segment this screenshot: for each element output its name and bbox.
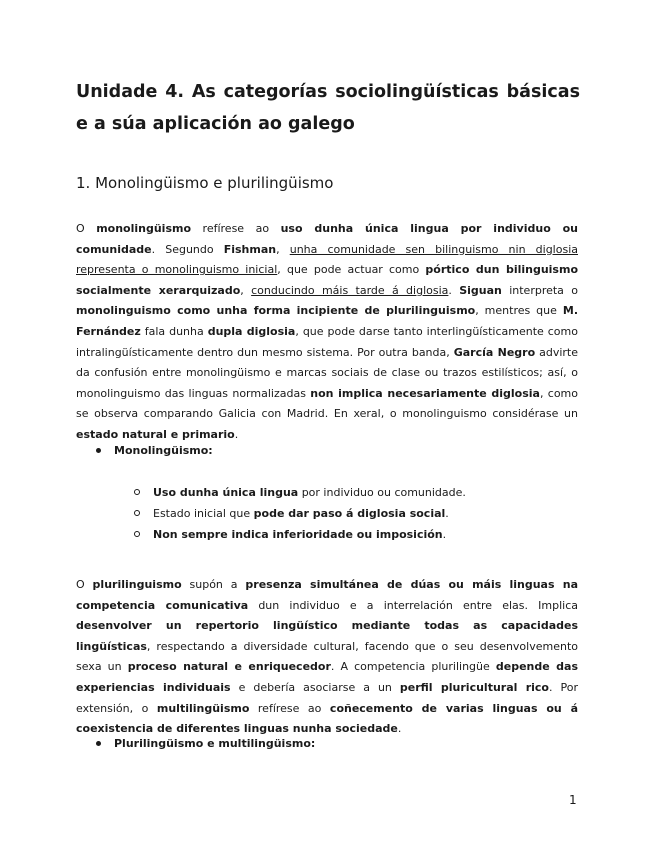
circle-bullet-icon [134,531,140,537]
text-run: . Por extensión, o [76,680,578,715]
bold-text: estado natural e primario [76,427,235,441]
list-item-text [153,528,446,541]
list-item [134,503,466,524]
text-run: refírese ao [191,222,281,235]
bold-text: uso dunha única lingua por individuo ou comunidade [76,222,579,256]
text-run: fala dunha [140,324,208,338]
bold-text: desenvolver un repertorio lingüístico mediante todas as capacidades lingüísticas [76,619,578,653]
circle-bullet-icon [134,489,140,495]
text-run: . [442,528,447,541]
bold-text: Fishman [223,242,277,256]
bold-text: Uso dunha única lingua [153,486,299,499]
text-run: , [276,242,290,256]
text-run: e debería asociarse a un [230,680,400,694]
text-run: , como se observa comparando Galicia con Madrid. En xeral, o monolinguismo considérase un [76,386,578,421]
bold-text: pórtico dun bilinguismo socialmente xerarquizado [76,263,579,297]
bold-text: proceso natural e enriquecedor [127,660,331,674]
text-run: interpreta o [501,283,578,297]
document-title: Unidade 4. As categorías sociolingüísticas básicas e a súa aplicación ao galego [76,82,580,134]
circle-bullet-icon [134,510,140,516]
text-run: , respectando a diversidade cultural, facendo que o seu desenvolvemento sexa un [76,639,578,674]
text-run: . [445,507,449,520]
bold-text: monolingüismo [96,222,192,235]
bold-text: Siguan [459,283,502,297]
bold-text: multilingüismo [156,701,250,715]
text-run: , que pode darse tanto interlingüísticamente como intralingüísticamente dentro dun mesmo sistema. Por outra banda, [76,324,578,359]
text-run: por individuo ou comunidade. [298,486,466,499]
underlined-text: unha comunidade sen bilinguismo nin diglosia representa o monolinguismo inicial [76,242,578,277]
bullet-monolinguismo [96,441,213,461]
text-run: . [448,283,460,297]
text-run: . A competencia plurilingüe [330,660,496,674]
bullet-plurilinguismo [96,734,315,754]
bold-text: perfil pluricultural rico [399,680,549,694]
bold-text: depende das experiencias individuais [76,660,578,694]
page-number: 1 [569,793,577,807]
text-run: O [76,222,97,235]
text-run: , mentres que [475,304,563,318]
bold-text: dupla diglosia [207,324,296,338]
list-item [134,482,466,503]
text-run: . [397,722,402,736]
bold-text: monolinguismo como unha forma incipiente de plurilinguismo [76,304,476,318]
text-run: dun individuo e a interrelación entre elas. Implica [248,598,578,612]
bold-text: plurilinguismo [92,578,182,591]
bold-text: coñecemento de varias linguas ou á coexistencia de diferentes linguas nunha sociedade [76,701,578,736]
section-heading: 1. Monolingüismo e plurilingüismo [76,174,334,192]
bold-text: pode dar paso á diglosia social [253,507,446,520]
bullet-dot-icon [96,741,101,746]
list-item-text [153,507,449,520]
paragraph-plurilinguismo [76,575,578,740]
bold-text: García Negro [453,345,536,359]
sub-bullet-list [134,482,466,545]
bold-text: presenza simultánea de dúas ou máis linguas na competencia comunicativa [76,578,578,612]
text-run: refírese ao [249,701,330,715]
text-run: . Segundo [151,242,224,256]
bold-text: Non sempre indica inferioridade ou imposición [153,528,443,541]
bullet-label: Monolingüismo: [114,444,213,457]
text-run: , [240,283,252,297]
bold-text: non implica necesariamente diglosia [310,386,540,400]
text-run: advirte da confusión entre monolingüismo e marcas sociais de clase ou trazos estilísticos; así, o monolinguismo das linguas normalizadas [76,345,578,400]
text-run: , que pode actuar como [277,263,426,277]
bold-text: M. Fernández [76,304,578,338]
text-run: supón a [181,578,246,591]
bullet-dot-icon [96,448,101,453]
bullet-label: Plurilingüismo e multilingüismo: [114,737,316,750]
text-run: . [234,427,239,441]
paragraph-monolinguismo [76,219,578,446]
text-run: Estado inicial que [153,507,254,520]
list-item-text [153,486,466,499]
list-item [134,524,466,545]
underlined-text: conducindo máis tarde á diglosia [251,283,449,297]
text-run: O [76,578,93,591]
